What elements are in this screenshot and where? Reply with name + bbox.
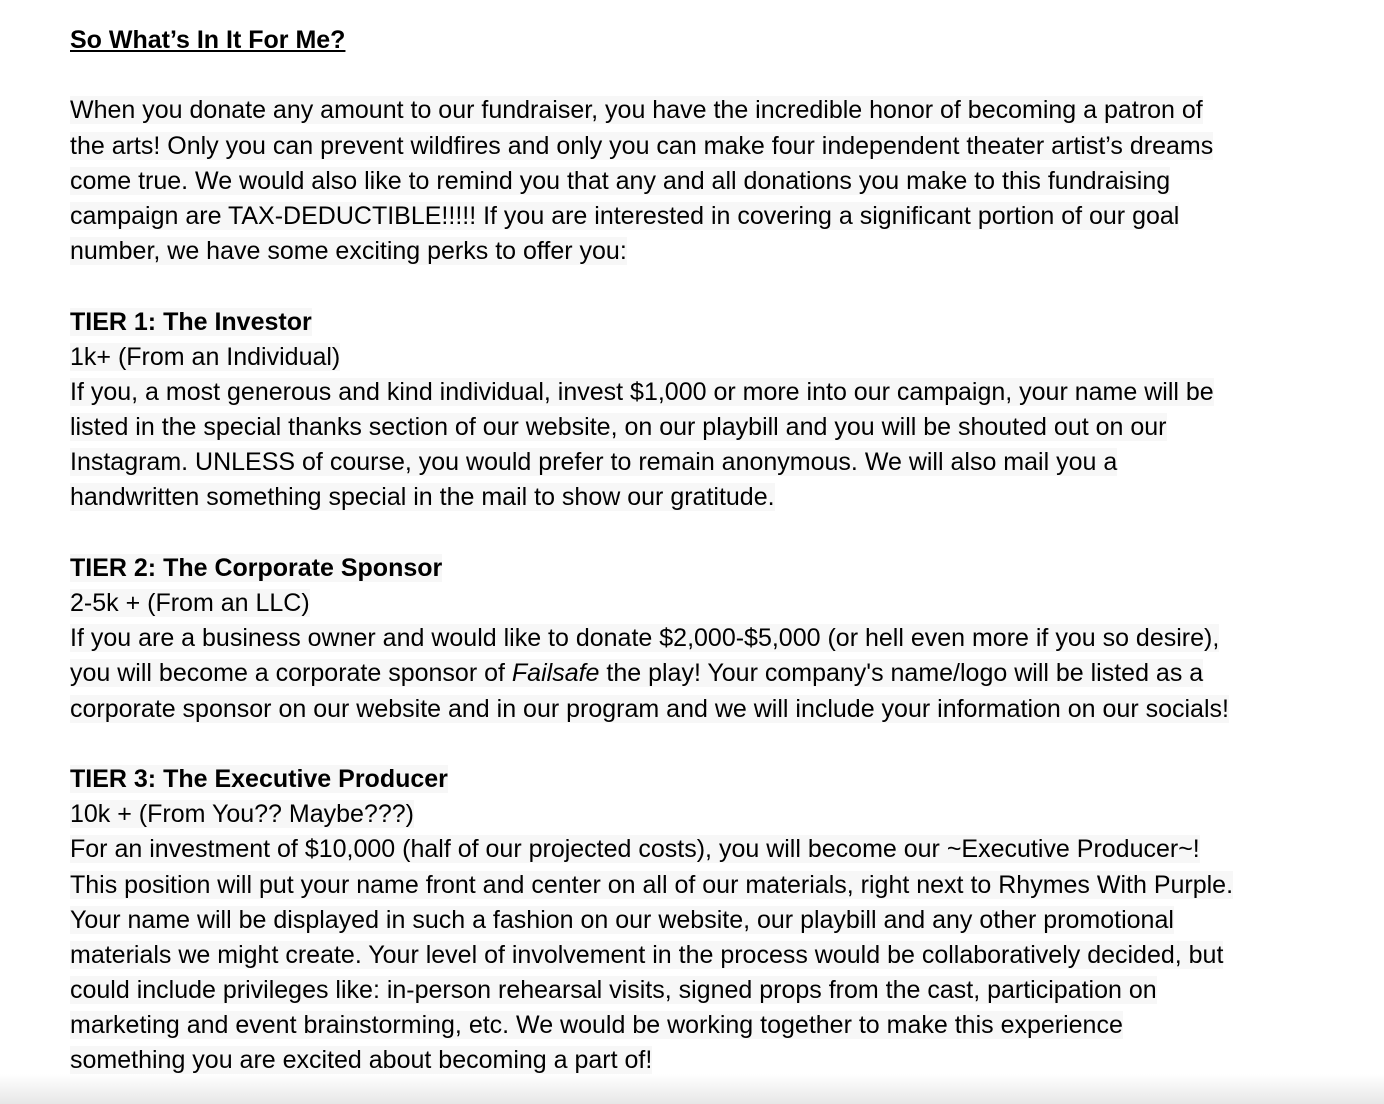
heading-text: So What’s In It For Me? — [70, 26, 346, 54]
tier-1 — [70, 305, 1370, 516]
tier-title: TIER 1: The Investor — [70, 307, 312, 336]
text-line: marketing and event brainstorming, etc. We would be working together to make this experience — [70, 1011, 1123, 1040]
text-line: number, we have some exciting perks to offer you: — [70, 237, 627, 266]
text-line: could include privileges like: in-person rehearsal visits, signed props from the cast, participation on — [70, 976, 1157, 1005]
text-segment: the play! Your company's name/logo will be listed as a — [599, 659, 1204, 688]
section-heading — [70, 23, 1370, 58]
text-line: If you, a most generous and kind individual, invest $1,000 or more into our campaign, your name will be — [70, 377, 1214, 406]
text-line — [70, 659, 1203, 687]
text-line: corporate sponsor on our website and in our program and we will include your information on our socials! — [70, 694, 1229, 723]
text-line: When you donate any amount to our fundraiser, you have the incredible honor of becoming a patron of — [70, 96, 1203, 125]
tier-3 — [70, 762, 1370, 1079]
blank-line — [70, 269, 1370, 304]
bottom-shadow — [0, 1074, 1384, 1104]
text-line: This position will put your name front and center on all of our materials, right next to Rhymes With Purple. — [70, 870, 1234, 899]
text-line: If you are a business owner and would like to donate $2,000-$5,000 (or hell even more if you so desire), — [70, 624, 1220, 653]
intro-paragraph — [70, 93, 1370, 269]
blank-line — [70, 516, 1370, 551]
text-line: the arts! Only you can prevent wildfires and only you can make four independent theater artist’s dreams — [70, 131, 1214, 160]
tier-amount: 2-5k + (From an LLC) — [70, 589, 310, 617]
tier-title: TIER 2: The Corporate Sponsor — [70, 553, 443, 582]
text-line: For an investment of $10,000 (half of our projected costs), you will become our ~Executive Producer~! — [70, 835, 1200, 864]
text-line: listed in the special thanks section of our website, on our playbill and you will be shouted out on our — [70, 413, 1167, 442]
tier-title: TIER 3: The Executive Producer — [70, 764, 448, 793]
tier-amount: 10k + (From You?? Maybe???) — [70, 800, 414, 829]
document-body — [70, 23, 1370, 1079]
text-segment: you will become a corporate sponsor of — [70, 659, 512, 688]
text-line: handwritten something special in the mail to show our gratitude. — [70, 483, 775, 512]
text-line: materials we might create. Your level of involvement in the process would be collaboratively decided, but — [70, 940, 1224, 969]
text-line: something you are excited about becoming a part of! — [70, 1046, 653, 1075]
play-title: Failsafe — [511, 659, 600, 688]
text-line: Your name will be displayed in such a fashion on our website, our playbill and any other promotional — [70, 905, 1174, 934]
text-line: campaign are TAX-DEDUCTIBLE!!!!! If you are interested in covering a significant portion of our goal — [70, 201, 1180, 230]
tier-2 — [70, 551, 1370, 727]
text-line: come true. We would also like to remind you that any and all donations you make to this fundraising — [70, 166, 1171, 195]
blank-line — [70, 58, 1370, 93]
tier-amount: 1k+ (From an Individual) — [70, 342, 341, 371]
blank-line — [70, 727, 1370, 762]
text-line: Instagram. UNLESS of course, you would prefer to remain anonymous. We will also mail you a — [70, 448, 1118, 477]
